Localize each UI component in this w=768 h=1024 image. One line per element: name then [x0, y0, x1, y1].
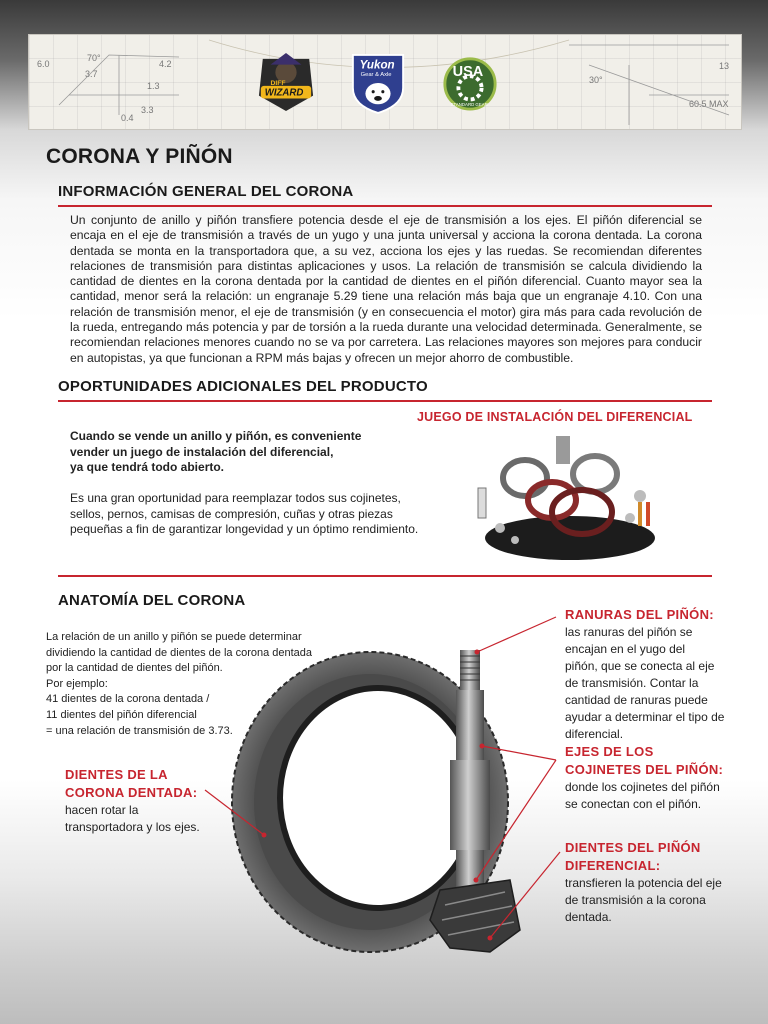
callout-title: COJINETES DEL PIÑÓN: — [565, 762, 724, 777]
text-line: Por ejemplo: — [46, 677, 108, 690]
sketch-label: 3.3 — [141, 105, 154, 115]
sketch-label: 13 — [719, 61, 730, 71]
callout-pinion-bearing-journals — [565, 743, 723, 813]
logo-text: USA — [452, 64, 484, 81]
text-line: por la cantidad de dientes del piñón. — [46, 662, 223, 675]
callout-text: de transmisión. Contar la — [565, 676, 699, 690]
logo-text: WIZARD — [264, 87, 304, 99]
logo-text: Yukon — [359, 58, 395, 72]
callout-title: CORONA DENTADA: — [65, 785, 198, 800]
callout-title: DIFERENCIAL: — [565, 858, 661, 873]
text-line: Cuando se vende un anillo y piñón, es conveniente — [70, 429, 362, 443]
sketch-label: 6.0 — [37, 59, 50, 69]
callout-text: diferencial. — [565, 727, 624, 741]
callout-pinion-splines — [565, 606, 724, 743]
logo-text: Gear & Axle — [360, 72, 392, 79]
logo-text: STANDARD GEAR — [450, 102, 488, 108]
callout-text: hacen rotar la — [65, 803, 139, 817]
sketch-label: 3.7 — [85, 69, 98, 79]
sketch-label: 1.3 — [147, 81, 160, 91]
text-line: dividiendo la cantidad de dientes de la corona dentada — [46, 646, 313, 659]
sketch-label: 30° — [589, 75, 603, 85]
callout-text: cantidad de ranuras puede — [565, 693, 708, 707]
general-info-paragraph: Un conjunto de anillo y piñón transfiere potencia desde el eje de transmisión a los ejes. El piñón diferencial se encaja en el eje de transmisión a través de un yugo y una junta universal y acciona la corona dentada. La corona dentada se monta en la transportadora que, a su vez, acciona los ejes y las ruedas. Se recomiendan diferentes relaciones de transmisión para distintas aplicaciones y usos. La relación de transmisión se calcula dividiendo la cantidad de dientes en la corona dentada por la cantidad de dientes en el piñón diferencial. Cuanto mayor sea la cantidad, menor será la relación: un engranaje 5.29 tiene una relación más baja que un engranaje 4.10. Con una relación de transmisión menor, el eje de transmisión (y en consecuencia el motor) gira más para cada revolución de la rueda, entregando más potencia y par de torsión a la rueda durante una velocidad determinada. Generalmente, se recomiendan relaciones menores cuando no se va por carretera. Las relaciones mayores son mejores para conducir en autopistas, ya que funcionan a RPM más bajas y ofrecen un mejor ahorro de combustible. — [70, 213, 702, 365]
callout-text: donde los cojinetes del piñón — [565, 780, 720, 794]
text-line: 41 dientes de la corona dentada / — [46, 693, 210, 706]
sketch-label: 4.2 — [159, 59, 172, 69]
text-line: La relación de un anillo y piñón se puede determinar — [46, 631, 302, 643]
sketch-label: 60.5 MAX — [689, 99, 729, 109]
callout-text: encajan en el yugo del — [565, 642, 686, 656]
text-line: 11 dientes del piñón diferencial — [46, 708, 197, 721]
callout-text: transportadora y los ejes. — [65, 820, 200, 834]
section-heading-general: INFORMACIÓN GENERAL DEL CORONA — [58, 183, 354, 200]
sketch-label: 70° — [87, 53, 101, 63]
callout-text: transfieren la potencia del eje — [565, 876, 722, 890]
text-line: sellos, pernos, camisas de compresión, cuñas y otras piezas — [70, 506, 393, 521]
text-line: pequeñas a fin de garantizar longevidad y un óptimo rendimiento. — [70, 522, 419, 536]
callout-text: ayudar a determinar el tipo de — [565, 710, 725, 724]
text-line: Es una gran oportunidad para reemplazar todos sus cojinetes, — [70, 491, 401, 505]
logo-text: DIFF — [270, 79, 286, 87]
callout-text: de transmisión a la corona — [565, 893, 706, 907]
section-heading-opportunities: OPORTUNIDADES ADICIONALES DEL PRODUCTO — [58, 378, 428, 395]
kit-title: JUEGO DE INSTALACIÓN DEL DIFERENCIAL — [417, 410, 693, 424]
text-line: ya que tendrá todo abierto. — [70, 460, 225, 474]
page-title: CORONA Y PIÑÓN — [46, 145, 233, 168]
text-line: vender un juego de instalación del diferencial, — [70, 444, 334, 459]
text-line: = una relación de transmisión de 3.73. — [46, 724, 233, 737]
callout-text: piñón, que se conecta al eje — [565, 659, 715, 673]
sketch-label: 0.4 — [121, 113, 134, 123]
callout-title: DIENTES DEL PIÑÓN — [565, 840, 701, 855]
callout-text: las ranuras del piñón se — [565, 625, 693, 639]
callout-title: EJES DE LOS — [565, 744, 654, 759]
callout-pinion-teeth — [565, 839, 722, 926]
section-heading-anatomy: ANATOMÍA DEL CORONA — [58, 592, 246, 609]
callout-title: DIENTES DE LA — [65, 767, 168, 782]
callout-text: dentada. — [565, 910, 612, 924]
callout-title: RANURAS DEL PIÑÓN: — [565, 607, 714, 622]
callout-ring-gear-teeth — [65, 766, 200, 836]
callout-text: se conectan con el piñón. — [565, 797, 702, 811]
